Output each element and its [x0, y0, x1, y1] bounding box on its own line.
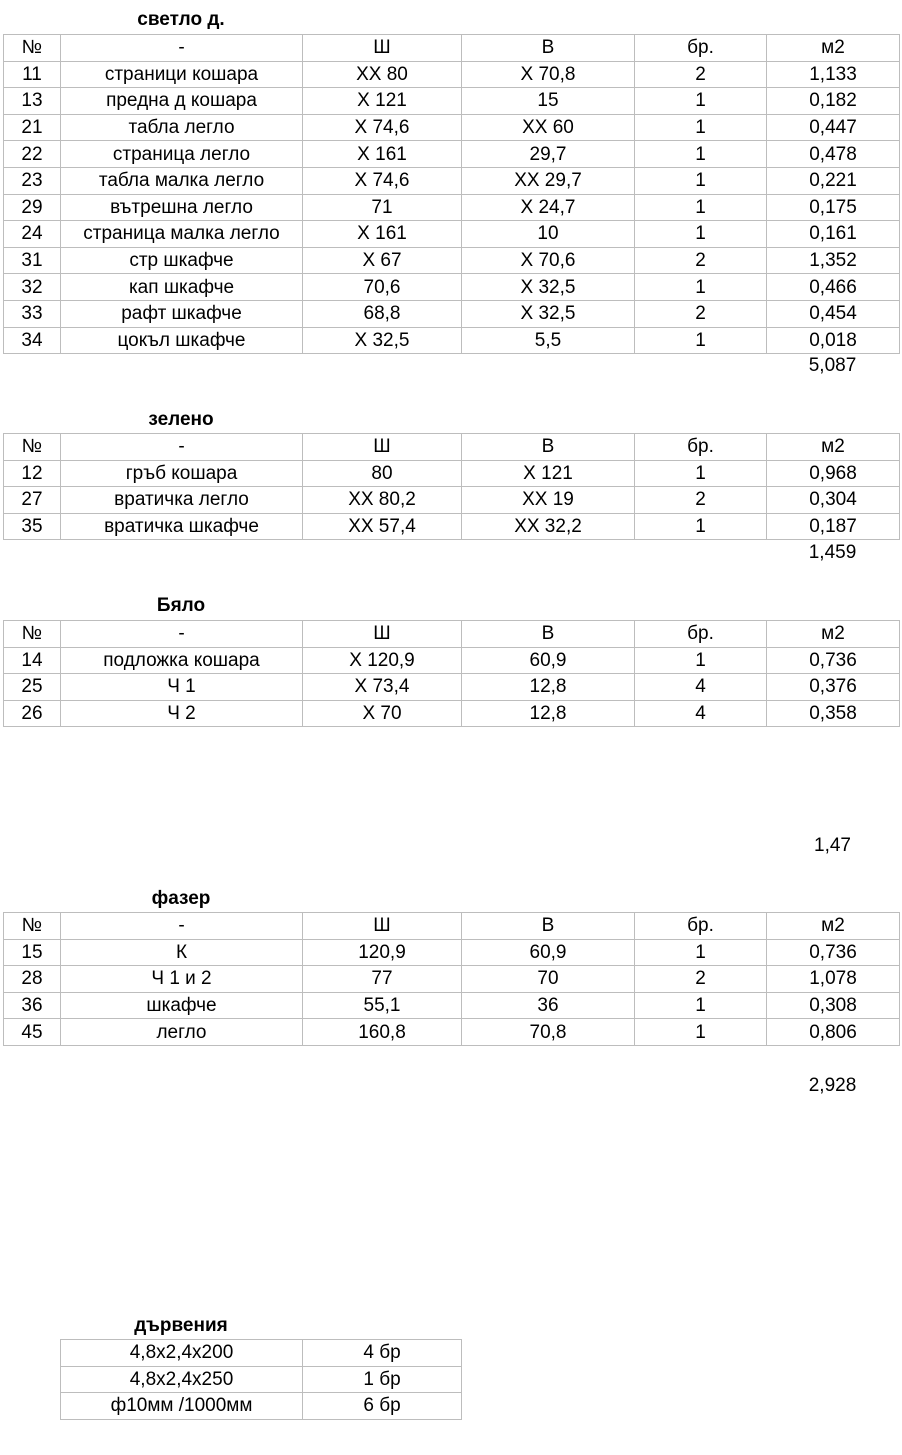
- table-cell: X 121: [303, 88, 462, 115]
- table-cell: страница легло: [61, 141, 303, 168]
- table-cell: X 32,5: [462, 300, 635, 327]
- table-cell: 80: [303, 460, 462, 487]
- table-cell: 0,376: [767, 674, 900, 701]
- table-cell: 12,8: [462, 674, 635, 701]
- table-cell: XX 32,2: [462, 513, 635, 540]
- section-title: светло д.: [137, 9, 225, 30]
- table-cell: вратичка легло: [61, 487, 303, 514]
- section-title: Бяло: [156, 595, 206, 616]
- table-row: [61, 1340, 462, 1367]
- column-header: Ш: [303, 621, 462, 648]
- table-cell: вътрешна легло: [61, 194, 303, 221]
- table-cell: 1: [635, 274, 767, 301]
- column-header: бр.: [635, 913, 767, 940]
- table-cell: 0,175: [767, 194, 900, 221]
- wood-title: дървения: [134, 1315, 228, 1336]
- table-cell: 21: [4, 114, 61, 141]
- table-cell: 0,358: [767, 700, 900, 727]
- table-cell: 60,9: [462, 647, 635, 674]
- section-title: фазер: [151, 888, 211, 909]
- table-cell: 0,018: [767, 327, 900, 354]
- table-row: [4, 487, 900, 514]
- column-header: №: [4, 913, 61, 940]
- table-cell: Ч 1: [61, 674, 303, 701]
- material-table-svetlo: [3, 34, 900, 354]
- table-cell: кап шкафче: [61, 274, 303, 301]
- column-header: В: [462, 35, 635, 62]
- table-cell: 2: [635, 247, 767, 274]
- table-cell: 1 бр: [303, 1366, 462, 1393]
- table-cell: XX 80,2: [303, 487, 462, 514]
- table-cell: 71: [303, 194, 462, 221]
- table-cell: 0,466: [767, 274, 900, 301]
- table-cell: X 32,5: [303, 327, 462, 354]
- table-cell: X 73,4: [303, 674, 462, 701]
- table-cell: X 74,6: [303, 114, 462, 141]
- table-row: [4, 1019, 900, 1046]
- column-header: -: [61, 621, 303, 648]
- table-cell: X 121: [462, 460, 635, 487]
- section-total: 5,087: [808, 355, 857, 376]
- table-row: [4, 88, 900, 115]
- table-cell: 0,447: [767, 114, 900, 141]
- table-cell: 70: [462, 966, 635, 993]
- table-row: [4, 114, 900, 141]
- table-cell: 0,161: [767, 221, 900, 248]
- table-cell: 34: [4, 327, 61, 354]
- table-cell: Ч 1 и 2: [61, 966, 303, 993]
- table-cell: К: [61, 939, 303, 966]
- table-body: [4, 434, 900, 540]
- table-cell: 22: [4, 141, 61, 168]
- section-title: зелено: [148, 409, 214, 430]
- material-table-byalo: [3, 620, 900, 727]
- column-header: -: [61, 913, 303, 940]
- section-total: 1,47: [814, 835, 851, 856]
- table-cell: 1: [635, 513, 767, 540]
- column-header: Ш: [303, 434, 462, 461]
- table-cell: 1,352: [767, 247, 900, 274]
- table-row: [4, 221, 900, 248]
- column-header: Ш: [303, 913, 462, 940]
- table-cell: X 24,7: [462, 194, 635, 221]
- table-cell: 36: [4, 992, 61, 1019]
- table-cell: 1: [635, 327, 767, 354]
- table-cell: 1: [635, 141, 767, 168]
- table-row: [4, 167, 900, 194]
- material-table-fazer: [3, 912, 900, 1046]
- table-cell: 60,9: [462, 939, 635, 966]
- table-row: [4, 300, 900, 327]
- table-cell: X 70,6: [462, 247, 635, 274]
- table-cell: 4 бр: [303, 1340, 462, 1367]
- table-cell: 32: [4, 274, 61, 301]
- table-cell: 4,8x2,4x200: [61, 1340, 303, 1367]
- table-cell: 70,8: [462, 1019, 635, 1046]
- table-cell: XX 60: [462, 114, 635, 141]
- table-cell: 1: [635, 647, 767, 674]
- column-header: м2: [767, 434, 900, 461]
- table-cell: страница малка легло: [61, 221, 303, 248]
- table-cell: 1: [635, 460, 767, 487]
- table-cell: 0,221: [767, 167, 900, 194]
- table-cell: 27: [4, 487, 61, 514]
- table-row: [61, 1366, 462, 1393]
- table-row: [4, 513, 900, 540]
- table-cell: вратичка шкафче: [61, 513, 303, 540]
- table-cell: XX 19: [462, 487, 635, 514]
- table-cell: 120,9: [303, 939, 462, 966]
- table-cell: X 161: [303, 141, 462, 168]
- table-cell: 15: [4, 939, 61, 966]
- table-cell: 1: [635, 88, 767, 115]
- table-header-row: [4, 913, 900, 940]
- table-cell: стр шкафче: [61, 247, 303, 274]
- table-cell: X 70: [303, 700, 462, 727]
- table-header-row: [4, 621, 900, 648]
- table-cell: 4: [635, 674, 767, 701]
- table-row: [4, 274, 900, 301]
- column-header: м2: [767, 913, 900, 940]
- table-row: [4, 700, 900, 727]
- table-cell: 13: [4, 88, 61, 115]
- column-header: В: [462, 913, 635, 940]
- table-body: [4, 913, 900, 1046]
- table-cell: 2: [635, 966, 767, 993]
- table-cell: 160,8: [303, 1019, 462, 1046]
- table-cell: 29,7: [462, 141, 635, 168]
- section-total: 2,928: [808, 1075, 857, 1096]
- table-cell: Ч 2: [61, 700, 303, 727]
- table-cell: 11: [4, 61, 61, 88]
- wood-table-body: [61, 1340, 462, 1420]
- table-row: [4, 647, 900, 674]
- table-row: [4, 141, 900, 168]
- table-cell: 29: [4, 194, 61, 221]
- table-cell: 1: [635, 167, 767, 194]
- table-cell: 23: [4, 167, 61, 194]
- table-row: [4, 247, 900, 274]
- column-header: -: [61, 434, 303, 461]
- table-cell: 10: [462, 221, 635, 248]
- table-row: [4, 194, 900, 221]
- table-cell: 1: [635, 114, 767, 141]
- table-cell: 68,8: [303, 300, 462, 327]
- table-cell: 0,187: [767, 513, 900, 540]
- table-cell: X 70,8: [462, 61, 635, 88]
- table-cell: 6 бр: [303, 1393, 462, 1420]
- table-cell: 15: [462, 88, 635, 115]
- table-cell: 1: [635, 939, 767, 966]
- table-cell: 5,5: [462, 327, 635, 354]
- table-cell: 12: [4, 460, 61, 487]
- table-cell: 24: [4, 221, 61, 248]
- table-cell: шкафче: [61, 992, 303, 1019]
- table-cell: 36: [462, 992, 635, 1019]
- table-cell: ф10мм /1000мм: [61, 1393, 303, 1420]
- table-cell: 1,133: [767, 61, 900, 88]
- column-header: №: [4, 621, 61, 648]
- table-cell: 25: [4, 674, 61, 701]
- table-cell: табла легло: [61, 114, 303, 141]
- table-row: [4, 674, 900, 701]
- table-cell: 0,308: [767, 992, 900, 1019]
- table-cell: легло: [61, 1019, 303, 1046]
- table-cell: 0,182: [767, 88, 900, 115]
- table-cell: XX 29,7: [462, 167, 635, 194]
- table-cell: 0,806: [767, 1019, 900, 1046]
- table-row: [4, 61, 900, 88]
- table-cell: гръб кошара: [61, 460, 303, 487]
- table-cell: XX 57,4: [303, 513, 462, 540]
- table-cell: 1: [635, 1019, 767, 1046]
- table-cell: 26: [4, 700, 61, 727]
- table-body: [4, 35, 900, 354]
- table-cell: 28: [4, 966, 61, 993]
- table-body: [4, 621, 900, 727]
- table-cell: 35: [4, 513, 61, 540]
- table-header-row: [4, 434, 900, 461]
- column-header: №: [4, 35, 61, 62]
- table-cell: 0,304: [767, 487, 900, 514]
- table-header-row: [4, 35, 900, 62]
- table-cell: 1: [635, 194, 767, 221]
- column-header: м2: [767, 35, 900, 62]
- column-header: -: [61, 35, 303, 62]
- table-cell: 1: [635, 221, 767, 248]
- table-cell: страници кошара: [61, 61, 303, 88]
- table-cell: 33: [4, 300, 61, 327]
- table-row: [4, 966, 900, 993]
- table-cell: предна д кошара: [61, 88, 303, 115]
- table-cell: рафт шкафче: [61, 300, 303, 327]
- table-cell: X 161: [303, 221, 462, 248]
- column-header: бр.: [635, 35, 767, 62]
- table-cell: 14: [4, 647, 61, 674]
- table-cell: 0,454: [767, 300, 900, 327]
- wood-table: [60, 1339, 462, 1420]
- table-cell: 1: [635, 992, 767, 1019]
- table-cell: 4,8x2,4x250: [61, 1366, 303, 1393]
- section-total: 1,459: [808, 542, 857, 563]
- material-table-zeleno: [3, 433, 900, 540]
- table-cell: 0,968: [767, 460, 900, 487]
- table-cell: 0,478: [767, 141, 900, 168]
- table-cell: X 74,6: [303, 167, 462, 194]
- column-header: бр.: [635, 434, 767, 461]
- column-header: В: [462, 434, 635, 461]
- table-cell: 2: [635, 300, 767, 327]
- table-cell: 77: [303, 966, 462, 993]
- column-header: м2: [767, 621, 900, 648]
- table-row: [4, 327, 900, 354]
- table-cell: 2: [635, 61, 767, 88]
- column-header: Ш: [303, 35, 462, 62]
- table-cell: 1,078: [767, 966, 900, 993]
- table-cell: X 32,5: [462, 274, 635, 301]
- table-cell: 12,8: [462, 700, 635, 727]
- column-header: бр.: [635, 621, 767, 648]
- table-cell: 55,1: [303, 992, 462, 1019]
- table-row: [61, 1393, 462, 1420]
- table-cell: 4: [635, 700, 767, 727]
- table-row: [4, 460, 900, 487]
- table-row: [4, 992, 900, 1019]
- table-cell: 31: [4, 247, 61, 274]
- table-cell: подложка кошара: [61, 647, 303, 674]
- column-header: №: [4, 434, 61, 461]
- table-cell: X 120,9: [303, 647, 462, 674]
- table-cell: 2: [635, 487, 767, 514]
- table-cell: цокъл шкафче: [61, 327, 303, 354]
- table-cell: X 67: [303, 247, 462, 274]
- table-cell: 0,736: [767, 647, 900, 674]
- table-cell: табла малка легло: [61, 167, 303, 194]
- table-cell: XX 80: [303, 61, 462, 88]
- table-cell: 45: [4, 1019, 61, 1046]
- column-header: В: [462, 621, 635, 648]
- table-row: [4, 939, 900, 966]
- table-cell: 70,6: [303, 274, 462, 301]
- table-cell: 0,736: [767, 939, 900, 966]
